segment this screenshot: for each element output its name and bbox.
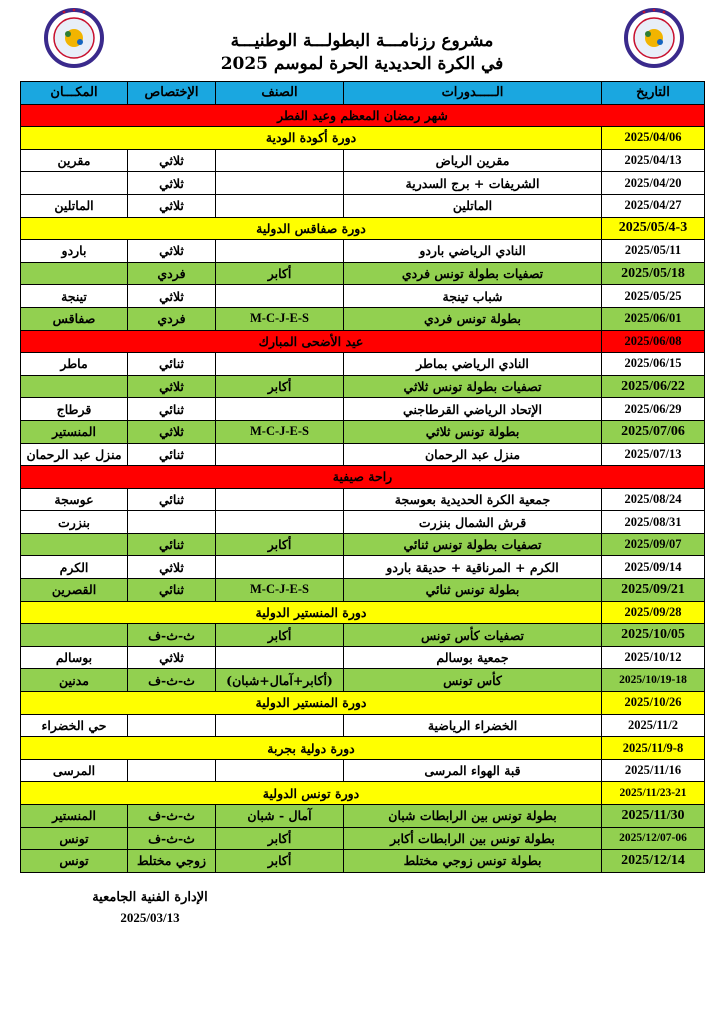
place-cell: الكرم <box>21 556 128 579</box>
date-cell: 2025/11/9-8 <box>602 737 705 760</box>
table-row <box>21 443 705 466</box>
table-row <box>21 149 705 172</box>
date-cell: 2025/08/31 <box>602 511 705 534</box>
table-row <box>21 240 705 263</box>
category-cell <box>216 556 344 579</box>
date-cell: 2025/05/25 <box>602 285 705 308</box>
category-cell: أكابر <box>216 262 344 285</box>
place-cell: الماتلين <box>21 194 128 217</box>
date-cell: 2025/11/30 <box>602 805 705 828</box>
event-cell: بطولة تونس فردي <box>344 307 602 330</box>
banner-row <box>21 127 705 150</box>
place-cell: المنستير <box>21 805 128 828</box>
date-cell: 2025/10/05 <box>602 624 705 647</box>
banner-row <box>21 737 705 760</box>
table-row <box>21 172 705 195</box>
table-row <box>21 533 705 556</box>
specialty-cell: ثلاثي <box>128 172 216 195</box>
banner-text: دورة صفاقس الدولية <box>21 217 602 240</box>
specialty-cell: زوجي مختلط <box>128 850 216 873</box>
specialty-cell: ثنائي <box>128 398 216 421</box>
date-cell: 2025/05/4-3 <box>602 217 705 240</box>
category-cell: أكابر <box>216 850 344 873</box>
place-cell <box>21 262 128 285</box>
specialty-cell: ث-ث-ف <box>128 827 216 850</box>
date-cell: 2025/07/06 <box>602 420 705 443</box>
date-cell: 2025/12/07-06 <box>602 827 705 850</box>
date-cell: 2025/04/20 <box>602 172 705 195</box>
event-cell: كأس تونس <box>344 669 602 692</box>
place-cell <box>21 375 128 398</box>
date-cell: 2025/11/16 <box>602 759 705 782</box>
table-row <box>21 714 705 737</box>
footer-date: 2025/03/13 <box>120 910 180 925</box>
date-cell: 2025/09/21 <box>602 579 705 602</box>
event-cell: بطولة تونس ثنائي <box>344 579 602 602</box>
table-row <box>21 759 705 782</box>
table-row <box>21 556 705 579</box>
category-cell: M-C-J-E-S <box>216 420 344 443</box>
table-row <box>21 488 705 511</box>
category-cell <box>216 488 344 511</box>
place-cell: المنستير <box>21 420 128 443</box>
date-cell: 2025/07/13 <box>602 443 705 466</box>
table-row <box>21 375 705 398</box>
event-cell: الخضراء الرياضية <box>344 714 602 737</box>
specialty-cell: ثلاثي <box>128 240 216 263</box>
specialty-cell: ثلاثي <box>128 375 216 398</box>
place-cell: بوسالم <box>21 646 128 669</box>
event-cell: مقرين الرياض <box>344 149 602 172</box>
table-row <box>21 511 705 534</box>
event-cell: تصفيات بطولة تونس فردي <box>344 262 602 285</box>
place-cell: عوسجة <box>21 488 128 511</box>
place-cell: حي الخضراء <box>21 714 128 737</box>
column-header-category: الصنف <box>216 82 344 105</box>
date-cell: 2025/08/24 <box>602 488 705 511</box>
category-cell: أكابر <box>216 827 344 850</box>
specialty-cell: فردي <box>128 262 216 285</box>
category-cell: M-C-J-E-S <box>216 307 344 330</box>
table-row <box>21 194 705 217</box>
specialty-cell: ثلاثي <box>128 420 216 443</box>
specialty-cell: ث-ث-ف <box>128 624 216 647</box>
specialty-cell: ث-ث-ف <box>128 669 216 692</box>
date-cell: 2025/04/27 <box>602 194 705 217</box>
place-cell: باردو <box>21 240 128 263</box>
event-cell: الإتحاد الرياضي القرطاجني <box>344 398 602 421</box>
category-cell: آمال - شبان <box>216 805 344 828</box>
table-row <box>21 624 705 647</box>
specialty-cell: فردي <box>128 307 216 330</box>
banner-row <box>21 466 705 489</box>
event-cell: قرش الشمال بنزرت <box>344 511 602 534</box>
table-row <box>21 285 705 308</box>
table-row <box>21 420 705 443</box>
place-cell <box>21 624 128 647</box>
event-cell: الكرم + المرناقية + حديقة باردو <box>344 556 602 579</box>
specialty-cell: ثنائي <box>128 533 216 556</box>
event-cell: بطولة تونس بين الرابطات شبان <box>344 805 602 828</box>
column-header-place: المكـــان <box>21 82 128 105</box>
banner-text: شهر رمضان المعظم وعيد الفطر <box>21 104 705 127</box>
date-cell: 2025/05/11 <box>602 240 705 263</box>
event-cell: قبة الهواء المرسى <box>344 759 602 782</box>
event-cell: جمعية بوسالم <box>344 646 602 669</box>
date-cell: 2025/10/26 <box>602 692 705 715</box>
event-cell: بطولة تونس زوجي مختلط <box>344 850 602 873</box>
banner-row <box>21 217 705 240</box>
category-cell <box>216 646 344 669</box>
place-cell: قرطاج <box>21 398 128 421</box>
table-row <box>21 646 705 669</box>
banner-row <box>21 692 705 715</box>
table-row <box>21 669 705 692</box>
banner-row <box>21 601 705 624</box>
place-cell <box>21 533 128 556</box>
place-cell: القصرين <box>21 579 128 602</box>
specialty-cell <box>128 511 216 534</box>
place-cell: منزل عبد الرحمان <box>21 443 128 466</box>
category-cell: أكابر <box>216 375 344 398</box>
banner-text: دورة دولية بجربة <box>21 737 602 760</box>
category-cell <box>216 285 344 308</box>
date-cell: 2025/06/22 <box>602 375 705 398</box>
table-row <box>21 353 705 376</box>
banner-row <box>21 330 705 353</box>
column-header-date: التاريخ <box>602 82 705 105</box>
document-title-line1: مشروع رزنامـــة البطولـــة الوطنيـــة <box>230 31 494 51</box>
date-cell: 2025/06/15 <box>602 353 705 376</box>
event-cell: بطولة تونس بين الرابطات أكابر <box>344 827 602 850</box>
banner-text: دورة المنستير الدولية <box>21 601 602 624</box>
column-header-specialty: الإختصاص <box>128 82 216 105</box>
event-cell: جمعية الكرة الحديدية بعوسجة <box>344 488 602 511</box>
column-header-event: الـــــدورات <box>344 82 602 105</box>
date-cell: 2025/09/07 <box>602 533 705 556</box>
category-cell <box>216 172 344 195</box>
table-row <box>21 827 705 850</box>
specialty-cell: ثلاثي <box>128 149 216 172</box>
date-cell: 2025/10/12 <box>602 646 705 669</box>
document-title-line2: في الكرة الحديدية الحرة لموسم 2025 <box>220 54 504 74</box>
category-cell: أكابر <box>216 533 344 556</box>
date-cell: 2025/06/29 <box>602 398 705 421</box>
event-cell: الشريفات + برج السدرية <box>344 172 602 195</box>
place-cell: تونس <box>21 850 128 873</box>
table-row <box>21 805 705 828</box>
banner-text: دورة أكودة الودية <box>21 127 602 150</box>
place-cell: صفاقس <box>21 307 128 330</box>
event-cell: منزل عبد الرحمان <box>344 443 602 466</box>
date-cell: 2025/11/23-21 <box>602 782 705 805</box>
date-cell: 2025/04/06 <box>602 127 705 150</box>
footer-signature: الإدارة الفنية الجامعية <box>92 890 208 905</box>
specialty-cell: ثنائي <box>128 488 216 511</box>
place-cell: تونس <box>21 827 128 850</box>
date-cell: 2025/11/2 <box>602 714 705 737</box>
table-row <box>21 850 705 873</box>
category-cell <box>216 511 344 534</box>
event-cell: النادي الرياضي بماطر <box>344 353 602 376</box>
specialty-cell <box>128 714 216 737</box>
date-cell: 2025/06/08 <box>602 330 705 353</box>
specialty-cell: ثلاثي <box>128 556 216 579</box>
category-cell <box>216 759 344 782</box>
date-cell: 2025/09/28 <box>602 601 705 624</box>
event-cell: تصفيات بطولة تونس ثلاثي <box>344 375 602 398</box>
specialty-cell: ثنائي <box>128 353 216 376</box>
place-cell: مدنين <box>21 669 128 692</box>
place-cell: المرسى <box>21 759 128 782</box>
place-cell <box>21 172 128 195</box>
place-cell: تينجة <box>21 285 128 308</box>
event-cell: الماتلين <box>344 194 602 217</box>
event-cell: تصفيات كأس تونس <box>344 624 602 647</box>
category-cell: M-C-J-E-S <box>216 579 344 602</box>
specialty-cell: ثلاثي <box>128 194 216 217</box>
federation-logo-right <box>624 8 684 68</box>
date-cell: 2025/06/01 <box>602 307 705 330</box>
category-cell: (أكابر+آمال+شبان) <box>216 669 344 692</box>
federation-logo-left <box>44 8 104 68</box>
calendar-table <box>20 81 705 873</box>
banner-row <box>21 782 705 805</box>
event-cell: النادي الرياضي باردو <box>344 240 602 263</box>
event-cell: تصفيات بطولة تونس ثنائي <box>344 533 602 556</box>
category-cell <box>216 714 344 737</box>
event-cell: شباب تينجة <box>344 285 602 308</box>
date-cell: 2025/09/14 <box>602 556 705 579</box>
category-cell: أكابر <box>216 624 344 647</box>
date-cell: 2025/10/19-18 <box>602 669 705 692</box>
table-row <box>21 579 705 602</box>
category-cell <box>216 398 344 421</box>
specialty-cell <box>128 759 216 782</box>
event-cell: بطولة تونس ثلاثي <box>344 420 602 443</box>
table-row <box>21 262 705 285</box>
date-cell: 2025/04/13 <box>602 149 705 172</box>
place-cell: بنزرت <box>21 511 128 534</box>
category-cell <box>216 443 344 466</box>
banner-text: دورة المنستير الدولية <box>21 692 602 715</box>
specialty-cell: ثنائي <box>128 579 216 602</box>
place-cell: مقرين <box>21 149 128 172</box>
place-cell: ماطر <box>21 353 128 376</box>
table-row <box>21 398 705 421</box>
category-cell <box>216 194 344 217</box>
date-cell: 2025/05/18 <box>602 262 705 285</box>
category-cell <box>216 240 344 263</box>
banner-row <box>21 104 705 127</box>
banner-text: دورة تونس الدولية <box>21 782 602 805</box>
specialty-cell: ثلاثي <box>128 285 216 308</box>
table-header-row <box>21 82 705 105</box>
specialty-cell: ث-ث-ف <box>128 805 216 828</box>
specialty-cell: ثلاثي <box>128 646 216 669</box>
date-cell: 2025/12/14 <box>602 850 705 873</box>
banner-text: عيد الأضحى المبارك <box>21 330 602 353</box>
banner-text: راحة صيفية <box>21 466 705 489</box>
category-cell <box>216 149 344 172</box>
category-cell <box>216 353 344 376</box>
specialty-cell: ثنائي <box>128 443 216 466</box>
table-row <box>21 307 705 330</box>
